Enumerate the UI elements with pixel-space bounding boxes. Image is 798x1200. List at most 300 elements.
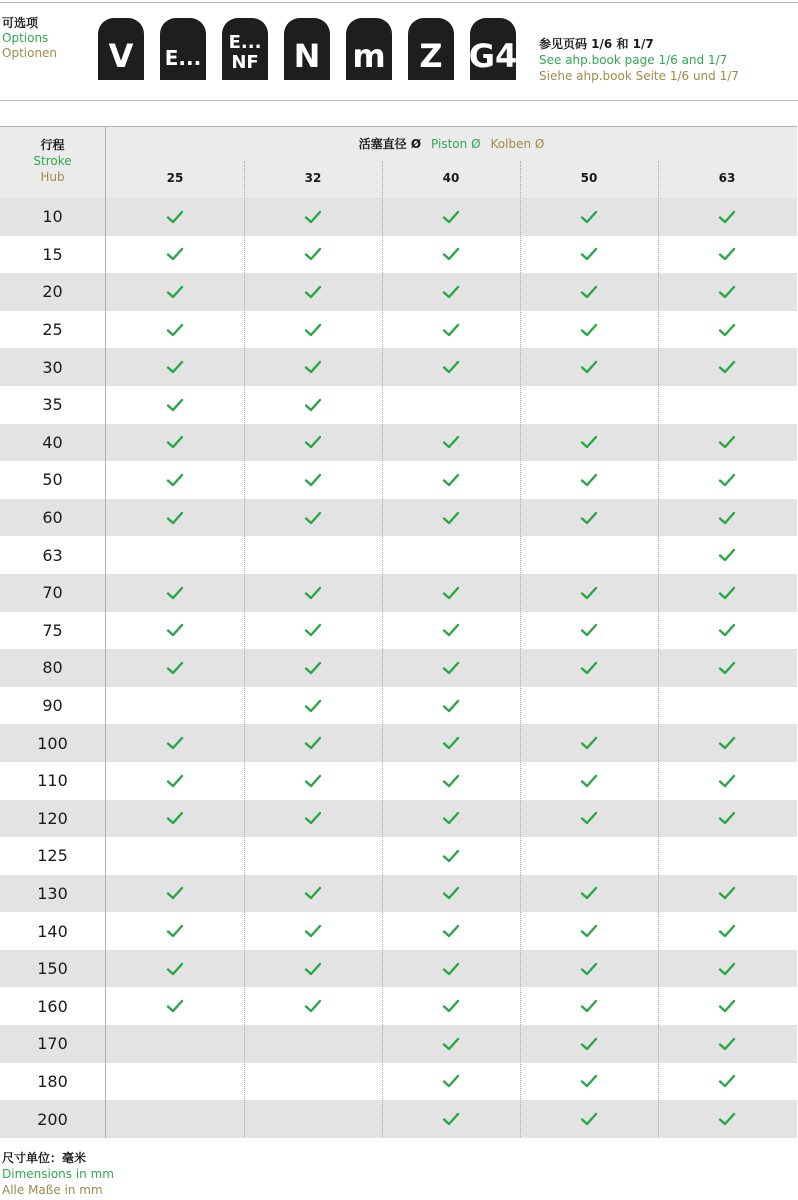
availability-cell: [658, 1063, 796, 1101]
option-tab-g4-label: G4: [468, 37, 518, 75]
check-icon: [304, 398, 322, 412]
availability-cell: [244, 612, 382, 650]
stroke-value: 25: [0, 311, 106, 349]
check-icon: [166, 774, 184, 788]
stroke-header-zh: 行程: [40, 138, 65, 152]
stroke-value: 140: [0, 912, 106, 950]
availability-cell: [658, 198, 796, 236]
availability-cell: [244, 461, 382, 499]
availability-cell: [658, 461, 796, 499]
check-icon: [718, 360, 736, 374]
stroke-value: 20: [0, 273, 106, 311]
table-row: [0, 424, 797, 462]
stroke-value: 120: [0, 800, 106, 838]
check-icon: [442, 1112, 460, 1126]
availability-cell: [106, 273, 244, 311]
check-icon: [166, 323, 184, 337]
table-row: [0, 1063, 797, 1101]
option-tab-e-nf[interactable]: [222, 18, 268, 80]
availability-cell: [244, 348, 382, 386]
availability-cell: [244, 1063, 382, 1101]
availability-cell: [658, 649, 796, 687]
availability-cell: [106, 536, 244, 574]
table-row: [0, 461, 797, 499]
option-tabs: [98, 18, 516, 80]
check-icon: [718, 736, 736, 750]
option-tab-n-label: N: [293, 37, 321, 75]
availability-cell: [382, 837, 520, 875]
table-row: [0, 987, 797, 1025]
availability-cell: [244, 649, 382, 687]
check-icon: [166, 999, 184, 1013]
table-header: [0, 127, 797, 198]
option-tab-m[interactable]: [346, 18, 392, 80]
check-icon: [304, 586, 322, 600]
check-icon: [442, 511, 460, 525]
diameter-header-40: 40: [442, 171, 460, 185]
check-icon: [718, 962, 736, 976]
availability-cell: [244, 1100, 382, 1138]
availability-cell: [106, 687, 244, 725]
availability-cell: [658, 536, 796, 574]
units-note-zh: 尺寸单位：毫米: [2, 1151, 87, 1165]
availability-cell: [658, 950, 796, 988]
stroke-availability-table: [0, 126, 797, 1138]
check-icon: [442, 886, 460, 900]
availability-cell: [520, 950, 658, 988]
availability-cell: [520, 536, 658, 574]
availability-cell: [244, 987, 382, 1025]
check-icon: [166, 398, 184, 412]
check-icon: [580, 774, 598, 788]
option-tab-z-label: Z: [419, 37, 443, 75]
stroke-value: 125: [0, 837, 106, 875]
stroke-value: 180: [0, 1063, 106, 1101]
stroke-value: 130: [0, 875, 106, 913]
availability-cell: [106, 1025, 244, 1063]
check-icon: [304, 736, 322, 750]
check-icon: [304, 811, 322, 825]
stroke-value: 70: [0, 574, 106, 612]
check-icon: [442, 210, 460, 224]
availability-cell: [106, 499, 244, 537]
availability-cell: [244, 499, 382, 537]
availability-cell: [658, 386, 796, 424]
check-icon: [166, 586, 184, 600]
check-icon: [442, 774, 460, 788]
availability-cell: [106, 386, 244, 424]
availability-cell: [106, 987, 244, 1025]
option-tab-e-label: E...: [164, 46, 202, 70]
availability-cell: [244, 687, 382, 725]
availability-cell: [106, 800, 244, 838]
availability-cell: [106, 875, 244, 913]
availability-cell: [244, 536, 382, 574]
availability-cell: [382, 800, 520, 838]
table-row: [0, 912, 797, 950]
stroke-value: 170: [0, 1025, 106, 1063]
check-icon: [580, 435, 598, 449]
availability-cell: [520, 236, 658, 274]
availability-cell: [520, 612, 658, 650]
table-row: [0, 837, 797, 875]
availability-cell: [106, 311, 244, 349]
availability-cell: [520, 1063, 658, 1101]
availability-cell: [382, 386, 520, 424]
check-icon: [442, 999, 460, 1013]
availability-cell: [658, 687, 796, 725]
piston-diameter-header: [106, 135, 797, 153]
page-reference-en: See ahp.book page 1/6 and 1/7: [539, 53, 728, 67]
stroke-value: 63: [0, 536, 106, 574]
stroke-value: 90: [0, 687, 106, 725]
availability-cell: [658, 1100, 796, 1138]
check-icon: [580, 210, 598, 224]
check-icon: [580, 247, 598, 261]
availability-cell: [520, 724, 658, 762]
availability-cell: [658, 800, 796, 838]
availability-cell: [244, 273, 382, 311]
check-icon: [580, 473, 598, 487]
check-icon: [718, 323, 736, 337]
availability-cell: [382, 574, 520, 612]
check-icon: [580, 736, 598, 750]
availability-cell: [244, 724, 382, 762]
stroke-value: 160: [0, 987, 106, 1025]
check-icon: [442, 924, 460, 938]
availability-cell: [520, 762, 658, 800]
diameter-header-32: 32: [304, 171, 322, 185]
check-icon: [166, 210, 184, 224]
table-row: [0, 273, 797, 311]
column-separator: [244, 161, 245, 1137]
availability-cell: [658, 424, 796, 462]
table-row: [0, 499, 797, 537]
availability-cell: [520, 687, 658, 725]
availability-cell: [244, 912, 382, 950]
availability-cell: [244, 800, 382, 838]
check-icon: [718, 285, 736, 299]
check-icon: [580, 962, 598, 976]
availability-cell: [520, 574, 658, 612]
availability-cell: [244, 386, 382, 424]
check-icon: [580, 1112, 598, 1126]
check-icon: [580, 811, 598, 825]
check-icon: [166, 623, 184, 637]
availability-cell: [520, 649, 658, 687]
availability-cell: [382, 198, 520, 236]
availability-cell: [382, 762, 520, 800]
page-reference: [539, 36, 739, 84]
units-note-en: Dimensions in mm: [2, 1167, 114, 1181]
piston-header-zh: 活塞直径 Ø: [358, 137, 422, 151]
check-icon: [166, 962, 184, 976]
availability-cell: [106, 1100, 244, 1138]
check-icon: [442, 661, 460, 675]
diameter-header-25: 25: [166, 171, 184, 185]
availability-cell: [520, 424, 658, 462]
availability-cell: [382, 348, 520, 386]
availability-cell: [382, 273, 520, 311]
availability-cell: [658, 273, 796, 311]
check-icon: [718, 1074, 736, 1088]
check-icon: [718, 811, 736, 825]
availability-cell: [244, 875, 382, 913]
top-divider: [0, 2, 798, 3]
check-icon: [442, 473, 460, 487]
check-icon: [580, 586, 598, 600]
availability-cell: [106, 762, 244, 800]
availability-cell: [658, 875, 796, 913]
check-icon: [304, 285, 322, 299]
check-icon: [442, 699, 460, 713]
check-icon: [580, 511, 598, 525]
availability-cell: [658, 348, 796, 386]
check-icon: [304, 435, 322, 449]
availability-cell: [106, 1063, 244, 1101]
table-body: [0, 198, 797, 1138]
availability-cell: [382, 236, 520, 274]
check-icon: [580, 1037, 598, 1051]
check-icon: [718, 435, 736, 449]
options-label-de: Optionen: [2, 46, 58, 60]
option-tab-v[interactable]: [98, 18, 144, 80]
check-icon: [166, 435, 184, 449]
check-icon: [304, 661, 322, 675]
availability-cell: [520, 198, 658, 236]
check-icon: [304, 623, 322, 637]
availability-cell: [244, 424, 382, 462]
option-tab-m-label: m: [352, 37, 386, 75]
check-icon: [442, 1074, 460, 1088]
availability-cell: [658, 1025, 796, 1063]
check-icon: [718, 774, 736, 788]
option-tab-n[interactable]: [284, 18, 330, 80]
check-icon: [166, 285, 184, 299]
availability-cell: [106, 461, 244, 499]
column-separator: [658, 161, 659, 1137]
table-row: [0, 950, 797, 988]
check-icon: [580, 661, 598, 675]
availability-cell: [244, 762, 382, 800]
table-row: [0, 687, 797, 725]
stroke-column-header: [0, 127, 106, 198]
check-icon: [304, 360, 322, 374]
availability-cell: [106, 198, 244, 236]
availability-cell: [106, 236, 244, 274]
availability-cell: [658, 724, 796, 762]
check-icon: [442, 849, 460, 863]
check-icon: [304, 886, 322, 900]
availability-cell: [520, 348, 658, 386]
check-icon: [442, 285, 460, 299]
availability-cell: [520, 1025, 658, 1063]
stroke-value: 80: [0, 649, 106, 687]
availability-cell: [106, 724, 244, 762]
stroke-header-en: Stroke: [33, 154, 72, 168]
availability-cell: [244, 311, 382, 349]
availability-cell: [382, 1100, 520, 1138]
options-label-zh: 可选项: [2, 16, 39, 30]
check-icon: [718, 661, 736, 675]
stroke-value: 50: [0, 461, 106, 499]
availability-cell: [106, 912, 244, 950]
check-icon: [166, 736, 184, 750]
availability-cell: [382, 612, 520, 650]
table-row: [0, 536, 797, 574]
check-icon: [166, 811, 184, 825]
piston-header-de: Kolben Ø: [490, 137, 545, 151]
availability-cell: [658, 499, 796, 537]
column-separator: [382, 161, 383, 1137]
check-icon: [304, 699, 322, 713]
diameter-header-50: 50: [580, 171, 598, 185]
check-icon: [166, 886, 184, 900]
availability-cell: [382, 687, 520, 725]
check-icon: [442, 962, 460, 976]
check-icon: [166, 247, 184, 261]
page-reference-zh: 参见页码 1/6 和 1/7: [539, 37, 654, 51]
check-icon: [580, 323, 598, 337]
check-icon: [718, 1037, 736, 1051]
option-tab-g4[interactable]: [470, 18, 516, 80]
check-icon: [442, 736, 460, 750]
availability-cell: [382, 912, 520, 950]
check-icon: [166, 511, 184, 525]
check-icon: [718, 473, 736, 487]
units-note: [2, 1150, 114, 1198]
stroke-value: 10: [0, 198, 106, 236]
availability-cell: [382, 724, 520, 762]
table-row: [0, 612, 797, 650]
availability-cell: [244, 198, 382, 236]
availability-cell: [520, 875, 658, 913]
page-reference-de: Siehe ahp.book Seite 1/6 und 1/7: [539, 69, 739, 83]
check-icon: [718, 511, 736, 525]
availability-cell: [106, 424, 244, 462]
header-divider: [0, 100, 798, 101]
table-row: [0, 1025, 797, 1063]
availability-cell: [382, 311, 520, 349]
availability-cell: [658, 236, 796, 274]
availability-cell: [244, 236, 382, 274]
availability-cell: [244, 574, 382, 612]
check-icon: [304, 247, 322, 261]
column-separator: [520, 161, 521, 1137]
availability-cell: [244, 1025, 382, 1063]
availability-cell: [658, 837, 796, 875]
stroke-value: 35: [0, 386, 106, 424]
availability-cell: [382, 499, 520, 537]
check-icon: [442, 435, 460, 449]
stroke-value: 110: [0, 762, 106, 800]
check-icon: [304, 774, 322, 788]
check-icon: [718, 247, 736, 261]
availability-cell: [520, 987, 658, 1025]
option-tab-v-label: V: [108, 37, 134, 75]
availability-cell: [382, 875, 520, 913]
table-row: [0, 236, 797, 274]
check-icon: [166, 661, 184, 675]
availability-cell: [520, 499, 658, 537]
check-icon: [442, 1037, 460, 1051]
availability-cell: [382, 950, 520, 988]
availability-cell: [382, 1063, 520, 1101]
stroke-value: 100: [0, 724, 106, 762]
availability-cell: [382, 649, 520, 687]
check-icon: [580, 886, 598, 900]
table-row: [0, 762, 797, 800]
option-tab-z[interactable]: [408, 18, 454, 80]
availability-cell: [106, 837, 244, 875]
check-icon: [718, 924, 736, 938]
check-icon: [718, 623, 736, 637]
availability-cell: [244, 950, 382, 988]
availability-cell: [520, 311, 658, 349]
check-icon: [166, 473, 184, 487]
availability-cell: [520, 461, 658, 499]
check-icon: [304, 999, 322, 1013]
stroke-value: 40: [0, 424, 106, 462]
check-icon: [442, 323, 460, 337]
check-icon: [304, 962, 322, 976]
availability-cell: [382, 424, 520, 462]
availability-cell: [382, 987, 520, 1025]
check-icon: [718, 999, 736, 1013]
availability-cell: [658, 912, 796, 950]
availability-cell: [520, 273, 658, 311]
stroke-header-de: Hub: [40, 170, 65, 184]
check-icon: [442, 623, 460, 637]
availability-cell: [244, 837, 382, 875]
check-icon: [718, 548, 736, 562]
check-icon: [304, 511, 322, 525]
table-row: [0, 1100, 797, 1138]
availability-cell: [106, 348, 244, 386]
check-icon: [580, 1074, 598, 1088]
availability-cell: [382, 1025, 520, 1063]
availability-cell: [658, 612, 796, 650]
check-icon: [718, 886, 736, 900]
option-tab-e-nf-line2: NF: [231, 52, 259, 73]
table-row: [0, 649, 797, 687]
options-label: [2, 16, 57, 61]
check-icon: [718, 1112, 736, 1126]
check-icon: [304, 210, 322, 224]
availability-cell: [106, 574, 244, 612]
option-tab-e[interactable]: [160, 18, 206, 80]
check-icon: [718, 210, 736, 224]
availability-cell: [520, 800, 658, 838]
stroke-value: 60: [0, 499, 106, 537]
check-icon: [580, 360, 598, 374]
availability-cell: [658, 762, 796, 800]
check-icon: [442, 586, 460, 600]
check-icon: [166, 924, 184, 938]
check-icon: [580, 924, 598, 938]
availability-cell: [382, 461, 520, 499]
availability-cell: [520, 912, 658, 950]
stroke-value: 150: [0, 950, 106, 988]
availability-cell: [106, 950, 244, 988]
stroke-value: 15: [0, 236, 106, 274]
check-icon: [580, 623, 598, 637]
table-row: [0, 724, 797, 762]
availability-cell: [520, 386, 658, 424]
availability-cell: [658, 574, 796, 612]
check-icon: [442, 360, 460, 374]
check-icon: [304, 473, 322, 487]
